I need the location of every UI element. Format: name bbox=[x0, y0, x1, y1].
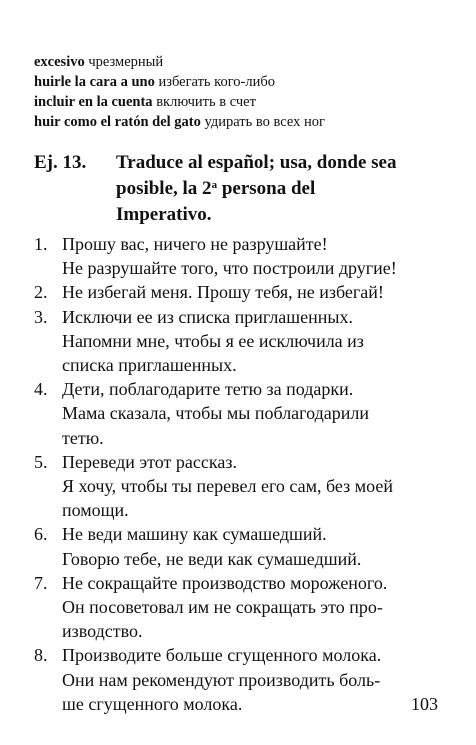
superscript-ordinal: a bbox=[211, 179, 218, 191]
item-line: Переведи этот рассказ. bbox=[62, 451, 237, 472]
item-number: 4. bbox=[34, 379, 48, 400]
instruction-text: posible, la 2 bbox=[116, 178, 212, 199]
vocabulary-term: incluir en la cuenta bbox=[34, 94, 153, 110]
item-line: Напомни мне, чтобы я ее исключила из bbox=[62, 330, 364, 351]
item-line: ше сгущенного молока. bbox=[62, 693, 243, 714]
vocabulary-translation: избегать кого-либо bbox=[158, 74, 276, 90]
item-line: изводство. bbox=[62, 621, 143, 642]
page-number: 103 bbox=[411, 694, 438, 714]
item-line: Не веди машину как сумашедший. bbox=[62, 524, 327, 545]
item-number: 5. bbox=[34, 451, 48, 472]
item-number: 2. bbox=[34, 282, 48, 303]
exercise-heading bbox=[34, 150, 454, 228]
item-number: 8. bbox=[34, 645, 48, 666]
vocabulary-term: huir como el ratón del gato bbox=[34, 114, 201, 130]
item-number: 3. bbox=[34, 306, 48, 327]
exercise-items bbox=[34, 232, 452, 716]
vocabulary-entry bbox=[34, 92, 454, 112]
exercise-instruction bbox=[116, 150, 454, 228]
vocabulary-term: huirle la cara a uno bbox=[34, 74, 155, 90]
exercise-number: Ej. 13. bbox=[34, 152, 87, 173]
vocabulary-term: excesivo bbox=[34, 54, 85, 70]
item-line: списка приглашенных. bbox=[62, 355, 237, 376]
item-line: Не разрушайте того, что построили другие! bbox=[62, 258, 397, 279]
exercise-item bbox=[34, 643, 452, 716]
vocabulary-entry bbox=[34, 52, 454, 72]
exercise-item bbox=[34, 305, 452, 378]
item-line: Исключи ее из списка приглашенных. bbox=[62, 306, 354, 327]
exercise-item bbox=[34, 450, 452, 523]
item-line: Говорю тебе, не веди как сумашедший. bbox=[62, 548, 362, 569]
vocabulary-entry bbox=[34, 72, 454, 92]
item-number: 1. bbox=[34, 234, 48, 254]
item-number: 7. bbox=[34, 572, 48, 593]
item-line: Мама сказала, чтобы мы поблагодарили bbox=[62, 403, 369, 424]
vocabulary-entry bbox=[34, 112, 454, 132]
item-line: Дети, поблагодарите тетю за подарки. bbox=[62, 379, 354, 400]
item-line: Не сокращайте производство мороженого. bbox=[62, 572, 388, 593]
item-line: Производите больше сгущенного молока. bbox=[62, 645, 382, 666]
exercise-item bbox=[34, 522, 452, 570]
instruction-line bbox=[116, 176, 454, 202]
instruction-line: Imperativo. bbox=[116, 204, 212, 225]
exercise-item bbox=[34, 232, 452, 280]
item-line: Он посоветовал им не сокращать это про- bbox=[62, 597, 383, 618]
item-line: Они нам рекомендуют производить боль- bbox=[62, 669, 381, 690]
vocabulary-translation: удирать во всех ног bbox=[204, 114, 325, 130]
exercise-item bbox=[34, 280, 452, 304]
item-line: тетю. bbox=[62, 427, 104, 448]
item-line: Я хочу, чтобы ты перевел его сам, без моей bbox=[62, 476, 393, 497]
item-line: Не избегай меня. Прошу тебя, не избегай! bbox=[62, 282, 384, 303]
item-number: 6. bbox=[34, 524, 48, 545]
item-line: Прошу вас, ничего не разрушайте! bbox=[62, 234, 328, 254]
item-line: помощи. bbox=[62, 500, 129, 521]
vocabulary-translation: чрезмерный bbox=[88, 54, 164, 70]
instruction-line: Traduce al español; usa, donde sea bbox=[116, 152, 397, 173]
exercise-item bbox=[34, 571, 452, 644]
vocabulary-list bbox=[34, 52, 454, 132]
exercise-item bbox=[34, 377, 452, 450]
instruction-text: persona del bbox=[217, 178, 316, 199]
vocabulary-translation: включить в счет bbox=[156, 94, 256, 110]
